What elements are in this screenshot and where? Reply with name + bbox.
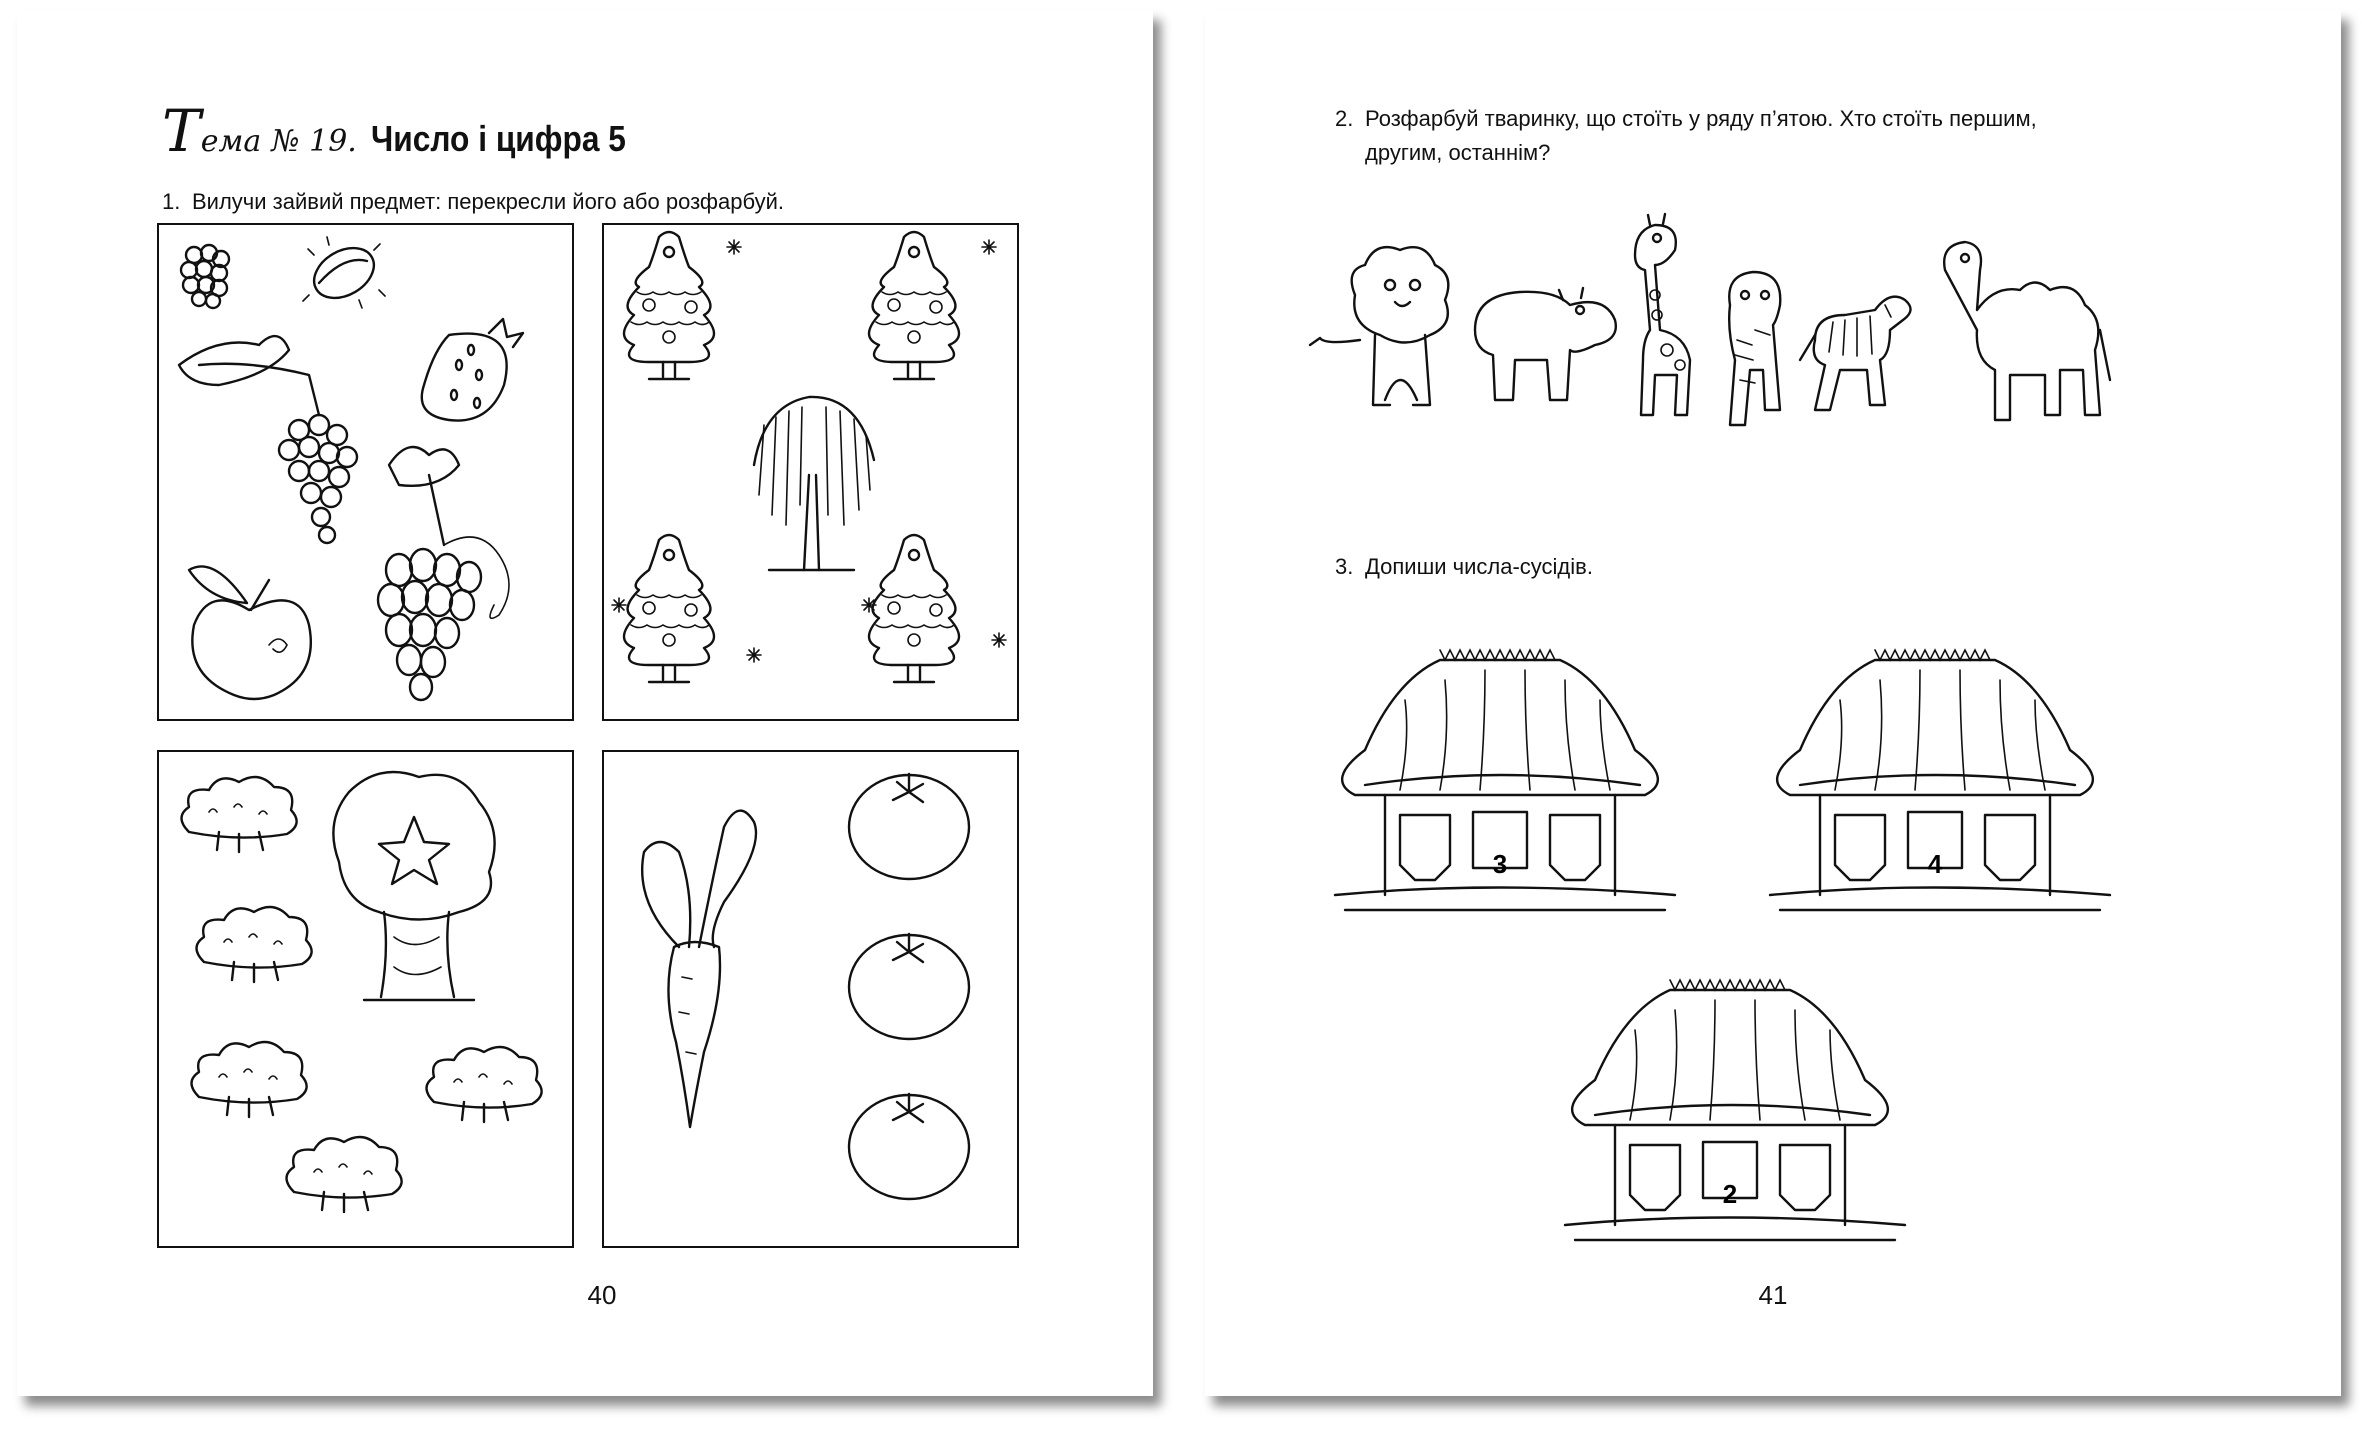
task-3-text: Допиши числа-сусідів. bbox=[1365, 554, 1593, 579]
task-1 bbox=[162, 185, 784, 219]
task-2-line1: Розфарбуй тваринку, що стоїть у ряду п’ятою. Хто стоїть першим, bbox=[1365, 106, 2037, 131]
apple-drawing bbox=[189, 566, 311, 699]
house-1-number: 3 bbox=[1492, 849, 1508, 879]
house-2 bbox=[1770, 650, 2110, 910]
rowan-drawing bbox=[179, 336, 357, 543]
houses-illustration bbox=[1325, 630, 2225, 1250]
willow-drawing bbox=[754, 397, 874, 570]
hippo-drawing bbox=[1475, 288, 1616, 400]
lion-drawing bbox=[1310, 247, 1448, 405]
house-1 bbox=[1335, 650, 1675, 910]
left-page bbox=[17, 10, 1153, 1396]
topic-name: Число і цифра 5 bbox=[370, 118, 626, 159]
house-3 bbox=[1565, 980, 1905, 1240]
giraffe-drawing bbox=[1635, 214, 1690, 415]
topic-prefix-rest: ема bbox=[200, 124, 262, 159]
task-1-text: Вилучи зайвий предмет: перекресли його або розфарбуй. bbox=[192, 189, 785, 214]
page-number-left: 40 bbox=[587, 1280, 617, 1310]
task-1-number: 1. bbox=[162, 189, 181, 214]
task-2 bbox=[1335, 102, 2037, 170]
strawberry-drawing bbox=[422, 319, 523, 421]
panel-trees bbox=[602, 223, 1019, 721]
bushes-illustration bbox=[159, 752, 572, 1246]
camel-drawing bbox=[1944, 242, 2110, 420]
leafy-tree-drawing bbox=[333, 772, 494, 1000]
vegetables-illustration bbox=[604, 752, 1017, 1246]
panel-vegetables bbox=[602, 750, 1019, 1248]
panel-fruits bbox=[157, 223, 574, 721]
task-2-number: 2. bbox=[1335, 106, 1354, 131]
page-number-right: 41 bbox=[1758, 1280, 1788, 1310]
topic-number: № 19. bbox=[271, 124, 357, 159]
task-2-line2: другим, останнім? bbox=[1365, 140, 1551, 165]
fruits-illustration bbox=[159, 225, 572, 719]
right-page bbox=[1205, 10, 2341, 1396]
root-vegetable-drawing bbox=[642, 811, 756, 1127]
task-3 bbox=[1335, 550, 1593, 584]
chestnut-drawing bbox=[303, 237, 385, 308]
topic-title bbox=[162, 97, 660, 165]
topic-prefix-initial: Т bbox=[162, 97, 201, 165]
tomatoes-drawing bbox=[849, 774, 969, 1199]
zebra-drawing bbox=[1800, 297, 1911, 410]
trees-illustration bbox=[604, 225, 1017, 719]
task-3-number: 3. bbox=[1335, 554, 1354, 579]
grapes-drawing bbox=[378, 447, 509, 700]
house-3-number: 2 bbox=[1722, 1179, 1738, 1209]
tiger-drawing bbox=[1729, 272, 1780, 425]
animals-row bbox=[1305, 210, 2205, 460]
panel-bushes bbox=[157, 750, 574, 1248]
raspberry-drawing bbox=[181, 245, 229, 308]
house-2-number: 4 bbox=[1927, 849, 1943, 879]
